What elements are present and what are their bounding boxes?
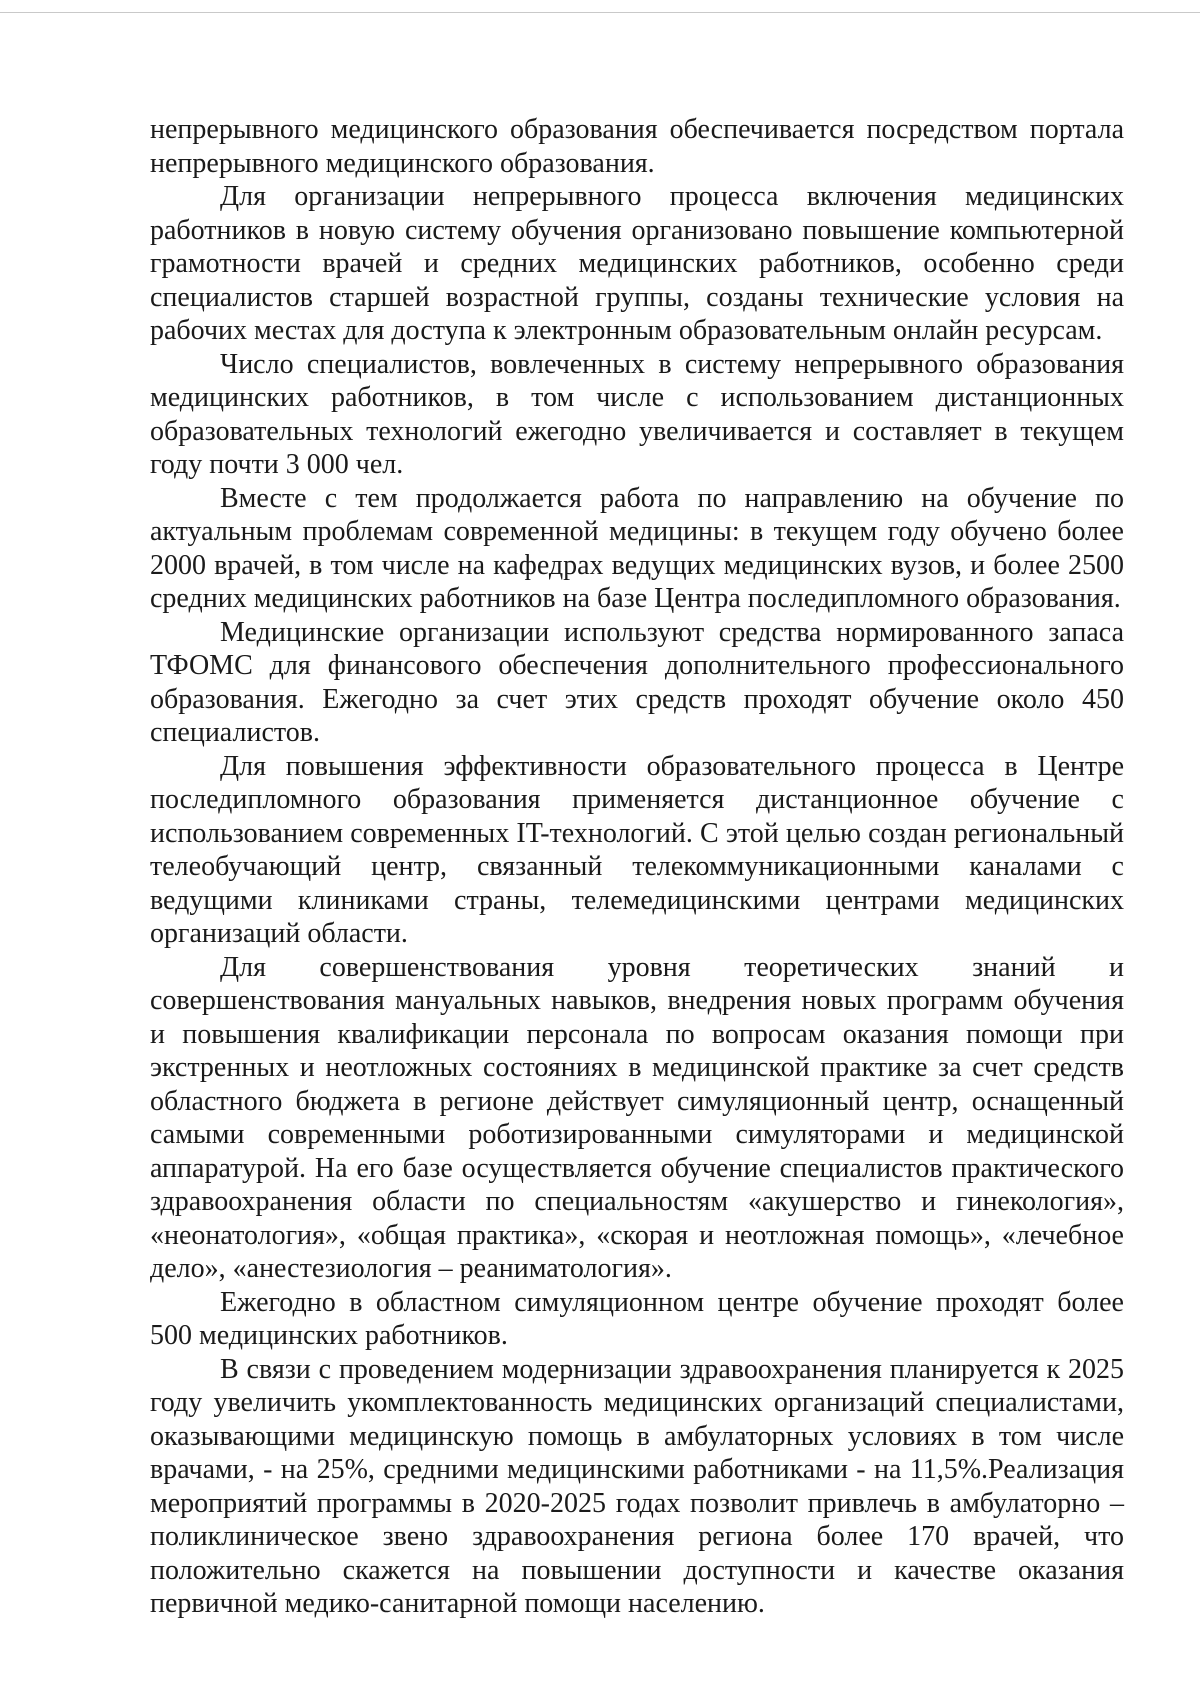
paragraph-continuation: непрерывного медицинского образования обеспечивается посредством портала непрерывного медицинского образования. — [150, 114, 1124, 179]
paragraph-tfoms-funding: Медицинские организации используют средства нормированного запаса ТФОМС для финансового обеспечения дополнительного профессионального образования. Ежегодно за счет этих средств проходят обучение около 450 специалистов. — [150, 616, 1124, 748]
paragraph-specialists-count: Число специалистов, вовлеченных в систему непрерывного образования медицинских работников, в том числе с использованием дистанционных образовательных технологий ежегодно увеличивается и составляет в текущем году почти 3 000 чел. — [150, 348, 1124, 480]
paragraph-modernization-plan: В связи с проведением модернизации здравоохранения планируется к 2025 году увеличить укомплектованность медицинских организаций специалистами, оказывающими медицинскую помощь в амбулаторных условиях в том числе врачами, - на 25%, средними медицинскими работниками - на 11,5%.Реализация мероприятий программы в 2020-2025 годах позволит привлечь в амбулаторно – поликлиническое звено здравоохранения региона более 170 врачей, что положительно скажется на повышении доступности и качестве оказания первичной медико-санитарной помощи населению. — [150, 1353, 1124, 1619]
paragraph-distance-learning: Для повышения эффективности образовательного процесса в Центре последипломного образования применяется дистанционное обучение с использованием современных IT-технологий. С этой целью создан региональный телеобучающий центр, связанный телекоммуникационными каналами с ведущими клиниками страны, телемедицинскими центрами медицинских организаций области. — [150, 750, 1124, 949]
scan-edge-line — [0, 12, 1200, 13]
paragraph-simulation-annual: Ежегодно в областном симуляционном центре обучение проходят более 500 медицинских работников. — [150, 1286, 1124, 1351]
paragraph-training-directions: Вместе с тем продолжается работа по направлению на обучение по актуальным проблемам современной медицины: в текущем году обучено более 2000 врачей, в том числе на кафедрах ведущих медицинских вузов, и более 2500 средних медицинских работников на базе Центра последипломного образования. — [150, 482, 1124, 614]
paragraph-simulation-center: Для совершенствования уровня теоретических знаний и совершенствования мануальных навыков, внедрения новых программ обучения и повышения квалификации персонала по вопросам оказания помощи при экстренных и неотложных состояниях в медицинской практике за счет средств областного бюджета в регионе действует симуляционный центр, оснащенный самыми современными роботизированными симуляторами и медицинской аппаратурой. На его базе осуществляется обучение специалистов практического здравоохранения области по специальностям «акушерство и гинекология», «неонатология», «общая практика», «скорая и неотложная помощь», «лечебное дело», «анестезиология – реаниматология». — [150, 951, 1124, 1284]
document-body — [150, 113, 1124, 1621]
paragraph-computer-literacy: Для организации непрерывного процесса включения медицинских работников в новую систему обучения организовано повышение компьютерной грамотности врачей и средних медицинских работников, особенно среди специалистов старшей возрастной группы, созданы технические условия на рабочих местах для доступа к электронным образовательным онлайн ресурсам. — [150, 181, 1124, 346]
